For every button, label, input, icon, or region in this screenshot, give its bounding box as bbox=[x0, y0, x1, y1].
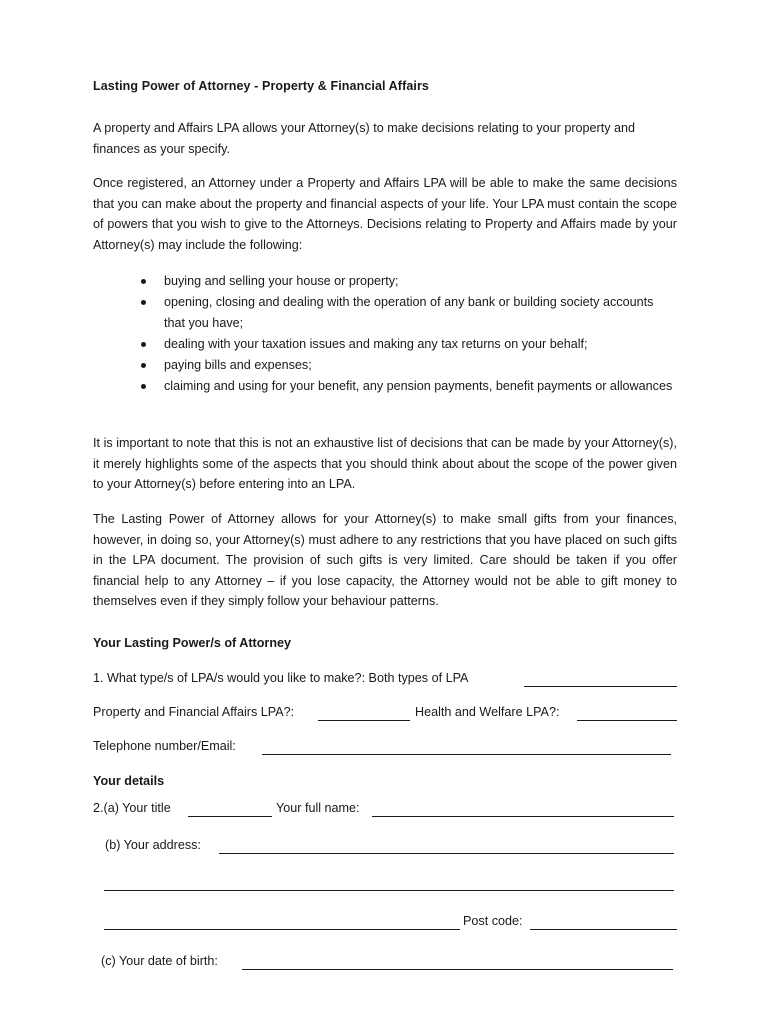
postcode-row bbox=[463, 914, 563, 934]
list-item: buying and selling your house or property; bbox=[93, 271, 677, 292]
pfa-label: Property and Financial Affairs LPA?: bbox=[93, 705, 295, 719]
non-exhaustive-paragraph: It is important to note that this is not an exhaustive list of decisions that can be made by your Attorney(s), it merely highlights some of the aspects that you should think about about the scope of the power given to your Attorney(s) before entering into an LPA. bbox=[93, 436, 677, 492]
fullname-field[interactable] bbox=[372, 816, 674, 817]
address-field-line-2[interactable] bbox=[104, 890, 674, 891]
section-heading-details: Your details bbox=[93, 774, 165, 788]
name-row bbox=[93, 801, 683, 821]
decisions-list bbox=[93, 271, 677, 397]
lpa-type-label: 1. What type/s of LPA/s would you like to make?: Both types of LPA bbox=[93, 671, 469, 685]
scope-paragraph: Once registered, an Attorney under a Property and Affairs LPA will be able to make the same decisions that you can make about the property and financial aspects of your life. Your LPA must contain the scope of powers that you wish to give to the Attorneys. Decisions relating to Property and Affairs made by your Attorney(s) may include the following: bbox=[93, 176, 677, 252]
list-item: dealing with your taxation issues and making any tax returns on your behalf; bbox=[93, 334, 677, 355]
lpa-options-row bbox=[93, 705, 683, 725]
document-title: Lasting Power of Attorney - Property & Financial Affairs bbox=[93, 79, 429, 93]
address-field-line-1[interactable] bbox=[219, 853, 674, 854]
title-label: 2.(a) Your title bbox=[93, 801, 171, 815]
postcode-field[interactable] bbox=[530, 929, 677, 930]
dob-label: (c) Your date of birth: bbox=[101, 954, 218, 968]
intro-paragraph: A property and Affairs LPA allows your Attorney(s) to make decisions relating to your property and finances as your specify. bbox=[93, 121, 636, 156]
gifts-paragraph: The Lasting Power of Attorney allows for your Attorney(s) to make small gifts from your finances, however, in doing so, your Attorney(s) must adhere to any restrictions that you have placed on such gifts in the LPA document. The provision of such gifts is very limited. Care should be taken if you offer financial help to any Attorney – if you lose capacity, the Attorney would not be able to gift money to themselves even if they simply follow your behaviour patterns. bbox=[93, 512, 677, 609]
list-item: opening, closing and dealing with the operation of any bank or building society accounts that you have; bbox=[93, 292, 677, 334]
address-row bbox=[105, 838, 695, 858]
list-item: claiming and using for your benefit, any pension payments, benefit payments or allowances bbox=[93, 376, 677, 397]
dob-row bbox=[101, 954, 691, 974]
list-item: paying bills and expenses; bbox=[93, 355, 677, 376]
title-field[interactable] bbox=[188, 816, 272, 817]
hw-label: Health and Welfare LPA?: bbox=[415, 705, 560, 719]
hw-field[interactable] bbox=[577, 720, 677, 721]
lpa-type-field[interactable] bbox=[524, 686, 677, 687]
address-label: (b) Your address: bbox=[105, 838, 201, 852]
fullname-label: Your full name: bbox=[276, 801, 360, 815]
section-heading-lpa: Your Lasting Power/s of Attorney bbox=[93, 636, 292, 650]
pfa-field[interactable] bbox=[318, 720, 410, 721]
postcode-label: Post code: bbox=[463, 914, 523, 928]
telephone-row bbox=[93, 739, 683, 759]
telephone-label: Telephone number/Email: bbox=[93, 739, 236, 753]
telephone-email-field[interactable] bbox=[262, 754, 671, 755]
dob-field[interactable] bbox=[242, 969, 673, 970]
address-field-line-3[interactable] bbox=[104, 929, 460, 930]
lpa-type-row bbox=[93, 671, 683, 691]
